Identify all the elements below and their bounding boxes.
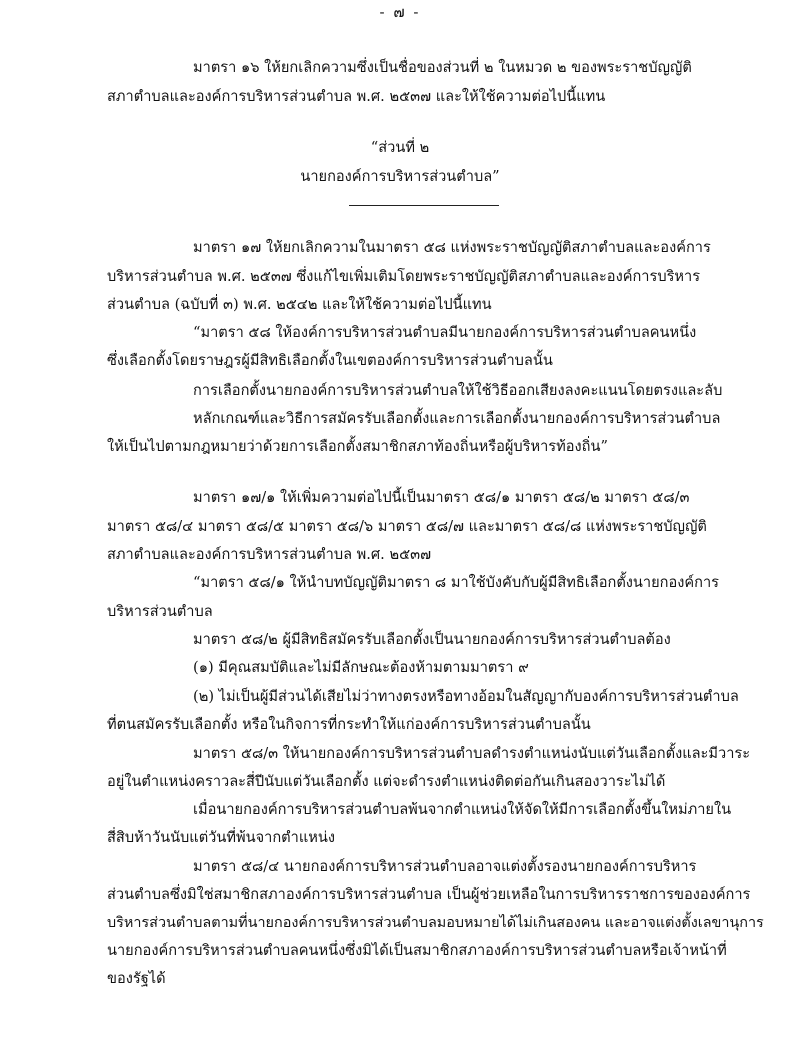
- text-line: มาตรา ๑๖ ให้ยกเลิกความซึ่งเป็นชื่อของส่วนที่ ๒ ในหมวด ๒ ของพระราชบัญญัติ: [193, 59, 692, 76]
- text-line: มาตรา ๑๗/๑ ให้เพิ่มความต่อไปนี้เป็นมาตรา ๕๘/๑ มาตรา ๕๘/๒ มาตรา ๕๘/๓: [193, 489, 690, 506]
- text-line: สภาตำบลและองค์การบริหารส่วนตำบล พ.ศ. ๒๕๓๗: [107, 546, 432, 563]
- text-line: ที่ตนสมัครรับเลือกตั้ง หรือในกิจการที่กระทำให้แก่องค์การบริหารส่วนตำบลนั้น: [107, 716, 591, 733]
- text-line: “มาตรา ๕๘ ให้องค์การบริหารส่วนตำบลมีนายกองค์การบริหารส่วนตำบลคนหนึ่ง: [193, 324, 697, 341]
- text-line: บริหารส่วนตำบลตามที่นายกองค์การบริหารส่วนตำบลมอบหมายได้ไม่เกินสองคน และอาจแต่งตั้งเลขานุการ: [107, 915, 764, 931]
- section-title: นายกองค์การบริหารส่วนตำบล”: [300, 168, 500, 185]
- text-line: ของรัฐได้: [107, 970, 166, 987]
- text-line: อยู่ในตำแหน่งคราวละสี่ปีนับแต่วันเลือกตั้ง แต่จะดำรงตำแหน่งติดต่อกันเกินสองวาระไม่ได้: [107, 773, 666, 790]
- text-line: มาตรา ๕๘/๒ ผู้มีสิทธิสมัครรับเลือกตั้งเป็นนายกองค์การบริหารส่วนตำบลต้อง: [193, 631, 671, 648]
- text-line: มาตรา ๕๘/๔ มาตรา ๕๘/๕ มาตรา ๕๘/๖ มาตรา ๕๘/๗ และมาตรา ๕๘/๘ แห่งพระราชบัญญัติ: [107, 518, 707, 535]
- text-line: ส่วนตำบลซึ่งมิใช่สมาชิกสภาองค์การบริหารส่วนตำบล เป็นผู้ช่วยเหลือในการบริหารราชการขององค์การ: [107, 886, 751, 903]
- text-line: มาตรา ๑๗ ให้ยกเลิกความในมาตรา ๕๘ แห่งพระราชบัญญัติสภาตำบลและองค์การ: [193, 239, 711, 256]
- text-line: หลักเกณฑ์และวิธีการสมัครรับเลือกตั้งและการเลือกตั้งนายกองค์การบริหารส่วนตำบล: [193, 410, 721, 427]
- text-line: บริหารส่วนตำบล: [107, 603, 213, 620]
- text-line: มาตรา ๕๘/๓ ให้นายกองค์การบริหารส่วนตำบลดำรงตำแหน่งนับแต่วันเลือกตั้งและมีวาระ: [193, 745, 751, 762]
- text-line: “มาตรา ๕๘/๑ ให้นำบทบัญญัติมาตรา ๘ มาใช้บังคับกับผู้มีสิทธิเลือกตั้งนายกองค์การ: [193, 574, 720, 591]
- page-number: - ๗ -: [379, 3, 421, 21]
- section-heading: “ส่วนที่ ๒: [370, 139, 430, 156]
- text-line: สี่สิบห้าวันนับแต่วันที่พ้นจากตำแหน่ง: [107, 829, 335, 846]
- text-line: ให้เป็นไปตามกฎหมายว่าด้วยการเลือกตั้งสมาชิกสภาท้องถิ่นหรือผู้บริหารท้องถิ่น”: [107, 438, 608, 455]
- divider: [349, 205, 499, 206]
- text-line: ซึ่งเลือกตั้งโดยราษฎรผู้มีสิทธิเลือกตั้งในเขตองค์การบริหารส่วนตำบลนั้น: [107, 352, 553, 369]
- text-line: เมื่อนายกองค์การบริหารส่วนตำบลพ้นจากตำแหน่งให้จัดให้มีการเลือกตั้งขึ้นใหม่ภายใน: [193, 801, 732, 818]
- text-line: สภาตำบลและองค์การบริหารส่วนตำบล พ.ศ. ๒๕๓๗ และให้ใช้ความต่อไปนี้แทน: [107, 88, 606, 105]
- text-line: ส่วนตำบล (ฉบับที่ ๓) พ.ศ. ๒๕๔๒ และให้ใช้ความต่อไปนี้แทน: [107, 296, 492, 313]
- text-line: นายกองค์การบริหารส่วนตำบลคนหนึ่งซึ่งมิได้เป็นสมาชิกสภาองค์การบริหารส่วนตำบลหรือเจ้าหน้าที่: [107, 942, 727, 959]
- text-line: การเลือกตั้งนายกองค์การบริหารส่วนตำบลให้ใช้วิธีออกเสียงลงคะแนนโดยตรงและลับ: [193, 382, 723, 399]
- text-line: มาตรา ๕๘/๔ นายกองค์การบริหารส่วนตำบลอาจแต่งตั้งรองนายกองค์การบริหาร: [193, 858, 697, 875]
- text-line: (๒) ไม่เป็นผู้มีส่วนได้เสียไม่ว่าทางตรงหรือทางอ้อมในสัญญากับองค์การบริหารส่วนตำบล: [193, 688, 739, 705]
- text-line: (๑) มีคุณสมบัติและไม่มีลักษณะต้องห้ามตามมาตรา ๙: [193, 659, 529, 676]
- text-line: บริหารส่วนตำบล พ.ศ. ๒๕๓๗ ซึ่งแก้ไขเพิ่มเติมโดยพระราชบัญญัติสภาตำบลและองค์การบริหาร: [107, 268, 701, 285]
